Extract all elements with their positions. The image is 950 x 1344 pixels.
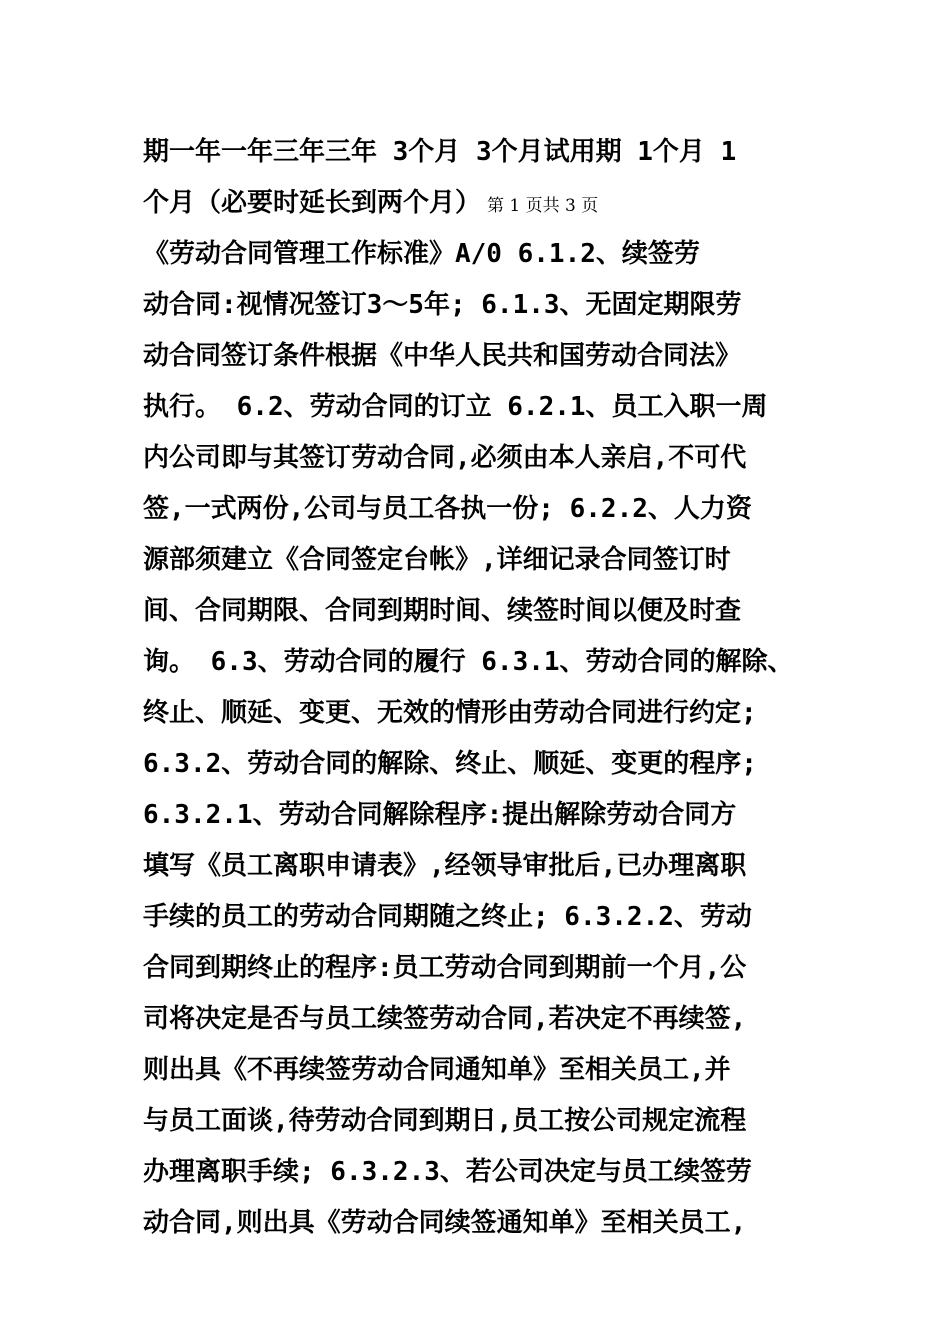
text-line-14: 6.3.2.1、劳动合同解除程序:提出解除劳动合同方	[143, 800, 737, 830]
text-line-3: 《劳动合同管理工作标准》A/0 6.1.2、续签劳	[143, 239, 700, 269]
text-line-6: 执行。 6.2、劳动合同的订立 6.2.1、员工入职一周	[143, 392, 768, 422]
text-line-19: 则出具《不再续签劳动合同通知单》至相关员工,并	[143, 1055, 731, 1085]
text-line-11: 询。 6.3、劳动合同的履行 6.3.1、劳动合同的解除、	[143, 647, 794, 677]
text-line-22: 动合同,则出具《劳动合同续签通知单》至相关员工,	[143, 1208, 747, 1238]
text-line-18: 司将决定是否与员工续签劳动合同,若决定不再续签,	[143, 1004, 747, 1034]
text-line-5: 动合同签订条件根据《中华人民共和国劳动合同法》	[143, 341, 742, 371]
text-line-2: 个月（必要时延长到两个月） 第 1 页共 3 页	[143, 188, 599, 218]
text-line-10: 间、合同期限、合同到期时间、续签时间以便及时查	[143, 596, 742, 626]
text-line-1: 期一年一年三年三年 3个月 3个月试用期 1个月 1	[143, 137, 737, 167]
text-line-4: 动合同:视情况签订3～5年; 6.1.3、无固定期限劳	[143, 290, 742, 320]
text-line-7: 内公司即与其签订劳动合同,必须由本人亲启,不可代	[143, 443, 747, 473]
page-number-note: 第 1 页共 3 页	[487, 196, 599, 216]
text-line-20: 与员工面谈,待劳动合同到期日,员工按公司规定流程	[143, 1106, 747, 1136]
text-line-15: 填写《员工离职申请表》,经领导审批后,已办理离职	[143, 851, 747, 881]
text-line-12: 终止、顺延、变更、无效的情形由劳动合同进行约定;	[143, 698, 757, 728]
text-line-16: 手续的员工的劳动合同期随之终止; 6.3.2.2、劳动	[143, 902, 752, 932]
text-line-9: 源部须建立《合同签定台帐》,详细记录合同签订时	[143, 545, 731, 575]
text-line-17: 合同到期终止的程序:员工劳动合同到期前一个月,公	[143, 953, 747, 983]
text-line-21: 办理离职手续; 6.3.2.3、若公司决定与员工续签劳	[143, 1157, 752, 1187]
text-line-13: 6.3.2、劳动合同的解除、终止、顺延、变更的程序;	[143, 749, 757, 779]
text-line-8: 签,一式两份,公司与员工各执一份; 6.2.2、人力资	[143, 494, 752, 524]
document-body	[143, 127, 833, 1249]
